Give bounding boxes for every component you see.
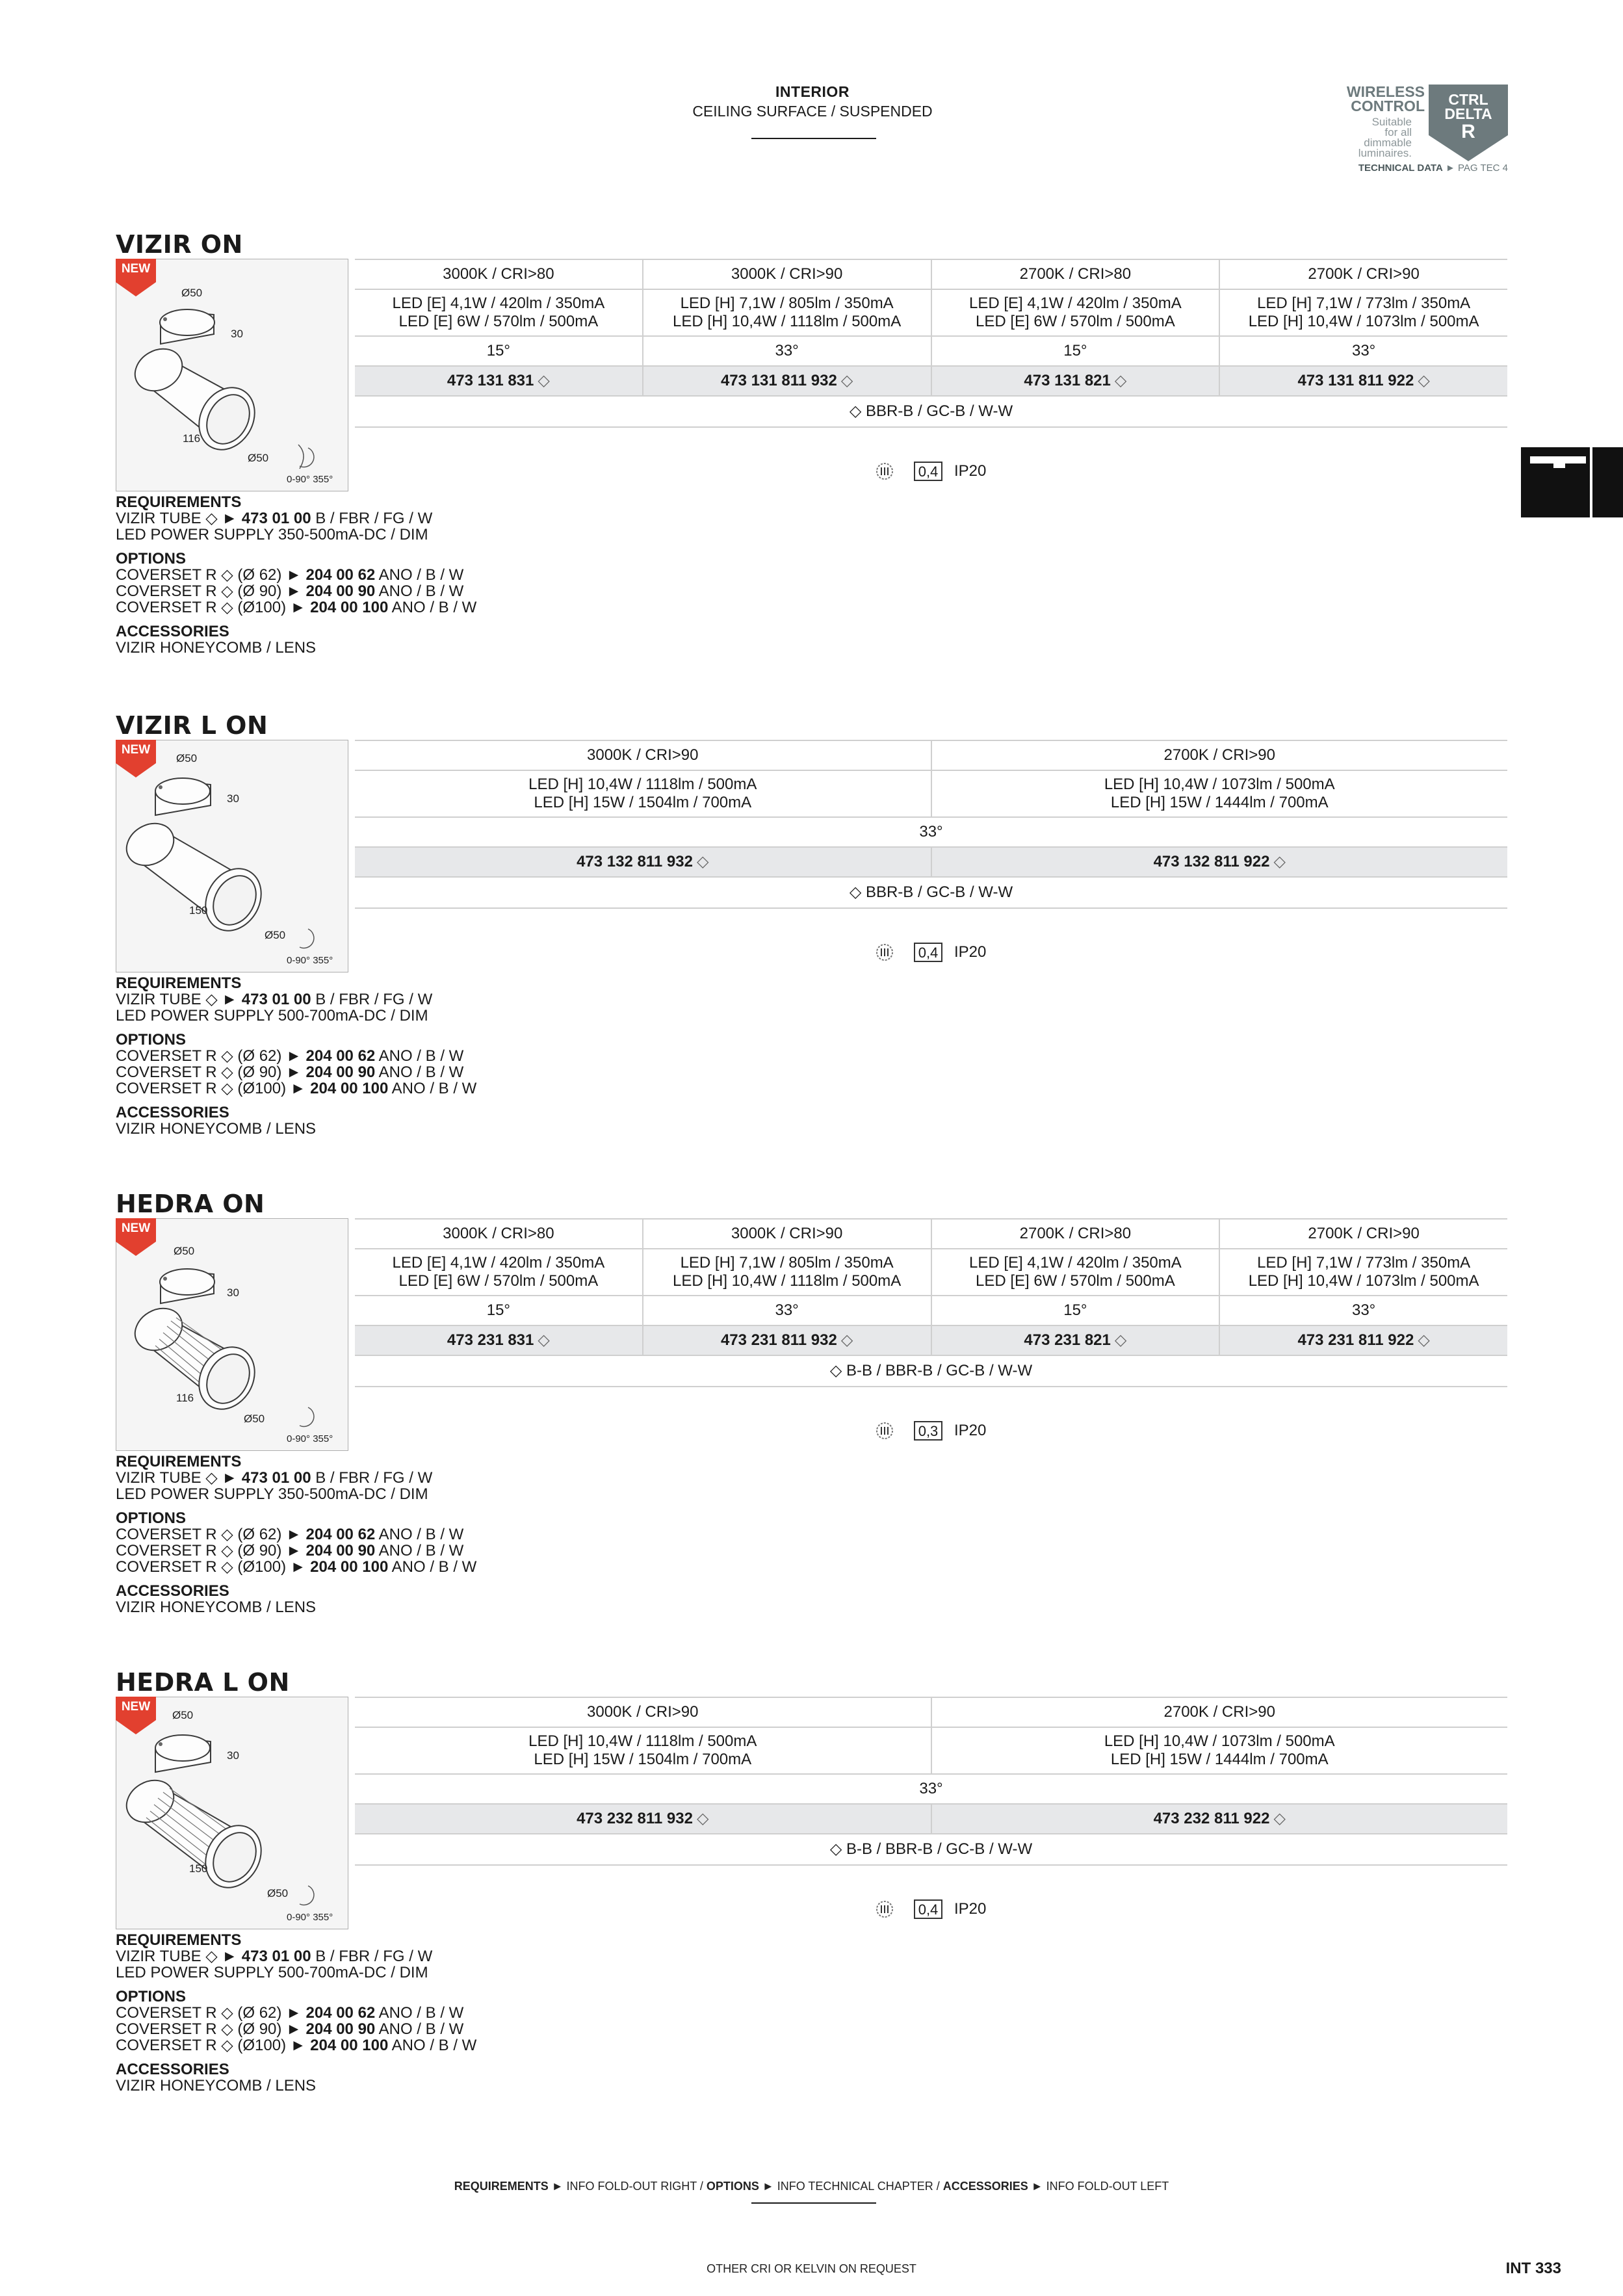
table-row-finishes: [355, 1834, 1507, 1864]
option-line: [116, 1064, 506, 1080]
product-info: [116, 494, 506, 656]
led-cell: [355, 290, 643, 335]
requirement-code[interactable]: 473 01 00: [241, 1948, 311, 1965]
article-code[interactable]: [355, 848, 932, 876]
dim-height: 30: [227, 1749, 239, 1762]
weight-box: 0,4: [914, 462, 942, 481]
led-cell: [643, 290, 932, 335]
led-line-2: LED [H] 10,4W / 1073lm / 500mA: [1248, 313, 1479, 330]
product-vizir-l-on: [0, 711, 1623, 1182]
new-flag: [116, 259, 156, 296]
requirement-text: VIZIR TUBE ◇ ►: [116, 991, 242, 1008]
table-row-led: [355, 1249, 1507, 1295]
code-text: 473 132 811 932: [577, 853, 693, 870]
dim-height: 30: [227, 792, 239, 805]
code-text: 473 231 811 922: [1297, 1331, 1414, 1349]
option-text: COVERSET R ◇ (Ø100) ►: [116, 599, 311, 616]
new-label: NEW: [121, 262, 151, 276]
led-line-1: LED [H] 7,1W / 805lm / 350mA: [680, 294, 894, 312]
led-cell: [355, 1249, 643, 1295]
icons-row: [355, 1420, 1507, 1442]
article-code[interactable]: [643, 1326, 932, 1355]
accessories-title: ACCESSORIES: [116, 1582, 229, 1600]
option-variants: ANO / B / W: [375, 1526, 464, 1543]
code-text: 473 231 831: [447, 1331, 534, 1349]
code-text: 473 131 811 922: [1297, 372, 1414, 389]
led-cell: [932, 1249, 1221, 1295]
led-line-2: LED [E] 6W / 570lm / 500mA: [398, 1272, 599, 1290]
ip-rating: IP20: [954, 943, 987, 961]
options-title: OPTIONS: [116, 550, 187, 567]
led-line-2: LED [E] 6W / 570lm / 500mA: [975, 1272, 1175, 1290]
ip-rating: IP20: [954, 1422, 987, 1439]
option-line: [116, 1559, 506, 1575]
header-cell: 2700K / CRI>80: [932, 1220, 1221, 1248]
led-line-2: LED [H] 15W / 1444lm / 700mA: [1110, 794, 1329, 811]
wireless-note-4: luminaires.: [1358, 147, 1412, 159]
header-cell: 2700K / CRI>90: [1163, 1703, 1275, 1721]
angle-cell: 33°: [919, 1780, 943, 1797]
dim-bottom: Ø50: [265, 929, 286, 941]
table-rule: [355, 1386, 1507, 1387]
led-line-1: LED [E] 4,1W / 420lm / 350mA: [392, 1254, 605, 1272]
dim-top: Ø50: [176, 752, 198, 764]
dim-length: 150: [189, 904, 208, 917]
code-text: 473 131 821: [1024, 372, 1111, 389]
option-text: COVERSET R ◇ (Ø 90) ►: [116, 1542, 306, 1559]
dim-height: 30: [227, 1286, 239, 1299]
requirement-code[interactable]: 473 01 00: [241, 510, 311, 527]
header-cell: 3000K / CRI>90: [643, 260, 932, 289]
dim-top: Ø50: [181, 287, 203, 299]
page-number: INT 333: [1505, 2260, 1561, 2277]
option-code[interactable]: 204 00 100: [310, 1558, 389, 1576]
accessories-title: ACCESSORIES: [116, 2061, 229, 2078]
code-text: 473 132 811 922: [1153, 853, 1270, 870]
option-text: COVERSET R ◇ (Ø100) ►: [116, 1080, 311, 1097]
wireless-control-label: [1326, 85, 1425, 113]
led-cell: [355, 1728, 932, 1773]
table-row-angles: [355, 1296, 1507, 1325]
led-line-2: LED [H] 10,4W / 1118lm / 500mA: [672, 1272, 902, 1290]
code-text: 473 231 811 932: [720, 1331, 837, 1349]
option-code[interactable]: 204 00 62: [305, 1047, 376, 1065]
led-line-2: LED [E] 6W / 570lm / 500mA: [975, 313, 1175, 330]
table-row-angles: [355, 337, 1507, 365]
wireless-note-2: for all: [1384, 126, 1412, 138]
product-vizir-on: [0, 230, 1623, 701]
option-variants: ANO / B / W: [375, 1542, 464, 1559]
dim-rotation: 0-90° 355°: [287, 1433, 333, 1444]
wireless-note-1: Suitable: [1371, 116, 1412, 128]
dim-height: 30: [231, 328, 243, 340]
new-label: NEW: [121, 743, 151, 757]
article-code[interactable]: [932, 1805, 1508, 1833]
angle-cell: 33°: [1351, 342, 1376, 359]
option-code[interactable]: 204 00 90: [305, 1542, 376, 1559]
header-cell: 3000K / CRI>90: [355, 741, 932, 770]
option-variants: ANO / B / W: [375, 2004, 464, 2022]
product-title: HEDRA L ON: [116, 1668, 290, 1697]
led-line-1: LED [E] 4,1W / 420lm / 350mA: [968, 294, 1182, 312]
code-text: 473 232 811 922: [1153, 1810, 1270, 1827]
option-variants: ANO / B / W: [375, 1047, 464, 1065]
requirement-line: [116, 510, 506, 527]
diamond-icon: ◇: [1273, 1810, 1286, 1827]
accessories-title: ACCESSORIES: [116, 623, 229, 640]
dim-bottom: Ø50: [248, 452, 269, 464]
badge-ctrl: CTRL: [1448, 91, 1488, 108]
weight-box: 0,3: [914, 1421, 942, 1441]
options-title: OPTIONS: [116, 1509, 187, 1527]
option-code[interactable]: 204 00 90: [305, 2020, 376, 2038]
article-code[interactable]: [932, 367, 1221, 395]
dim-bottom: Ø50: [244, 1413, 265, 1425]
header-cell: 2700K / CRI>80: [932, 260, 1221, 289]
dim-length: 150: [189, 1862, 208, 1875]
table-row-headers: [355, 741, 1507, 770]
header-cell: 3000K / CRI>90: [643, 1220, 932, 1248]
footer-divider: [751, 2202, 876, 2204]
diamond-icon: ◇: [538, 1331, 550, 1349]
class-iii-icon: [875, 1899, 894, 1919]
table-row-finishes: [355, 1356, 1507, 1386]
diamond-icon: ◇: [1114, 1331, 1127, 1349]
option-line: [116, 583, 506, 599]
dim-rotation: 0-90° 355°: [287, 474, 333, 485]
diamond-icon: ◇: [696, 1810, 709, 1827]
option-line: [116, 567, 506, 583]
led-line-1: LED [H] 10,4W / 1073lm / 500mA: [1104, 1732, 1335, 1750]
dim-top: Ø50: [174, 1245, 195, 1257]
article-code[interactable]: [643, 367, 932, 395]
option-text: COVERSET R ◇ (Ø 62) ►: [116, 2004, 306, 2022]
option-text: COVERSET R ◇ (Ø 90) ►: [116, 2020, 306, 2038]
class-iii-icon: [875, 462, 894, 481]
product-title: VIZIR L ON: [116, 711, 268, 740]
requirement-line: LED POWER SUPPLY 500-700mA-DC / DIM: [116, 1964, 428, 1981]
header-cell: 2700K / CRI>90: [1163, 746, 1275, 764]
option-variants: ANO / B / W: [388, 1080, 477, 1097]
table-row-angles: [355, 818, 1507, 846]
header-divider: [751, 138, 876, 139]
option-line: [116, 2005, 506, 2021]
diamond-icon: ◇: [1114, 372, 1127, 389]
led-line-1: LED [H] 7,1W / 805lm / 350mA: [680, 1254, 894, 1272]
table-row-codes: [355, 1326, 1507, 1355]
wireless-note-3: dimmable: [1364, 137, 1412, 149]
requirement-text: VIZIR TUBE ◇ ►: [116, 1948, 242, 1965]
option-code[interactable]: 204 00 100: [310, 2037, 389, 2054]
option-variants: ANO / B / W: [375, 1063, 464, 1081]
article-code[interactable]: [1220, 1326, 1507, 1355]
requirement-code[interactable]: 473 01 00: [241, 1469, 311, 1487]
section-title: INTERIOR: [775, 83, 850, 100]
requirement-text: VIZIR TUBE ◇ ►: [116, 510, 242, 527]
table-row-finishes: [355, 397, 1507, 426]
table-row-led: [355, 1728, 1507, 1773]
code-text: 473 131 831: [447, 372, 534, 389]
led-cell: [643, 1249, 932, 1295]
dim-length: 116: [183, 432, 201, 445]
product-title: VIZIR ON: [116, 230, 243, 259]
option-code[interactable]: 204 00 100: [310, 599, 389, 616]
footer-note: OTHER CRI OR KELVIN ON REQUEST: [707, 2262, 916, 2275]
option-text: COVERSET R ◇ (Ø 62) ►: [116, 566, 306, 584]
angle-cell: 15°: [355, 337, 643, 365]
footer-accessories-label: ACCESSORIES: [942, 2180, 1028, 2193]
led-line-2: LED [H] 15W / 1504lm / 700mA: [534, 1751, 752, 1768]
led-line-1: LED [H] 7,1W / 773lm / 350mA: [1257, 1254, 1471, 1272]
class-iii-icon: [875, 943, 894, 962]
weight-box: 0,4: [914, 943, 942, 962]
article-code[interactable]: [932, 1326, 1221, 1355]
table-row-angles: [355, 1775, 1507, 1803]
article-code[interactable]: [355, 367, 643, 395]
requirement-variants: B / FBR / FG / W: [311, 1948, 433, 1965]
option-code[interactable]: 204 00 62: [305, 566, 376, 584]
table-row-codes: [355, 1805, 1507, 1833]
ip-rating: IP20: [954, 462, 987, 480]
product-hedra-on: [0, 1192, 1623, 1660]
diamond-icon: ◇: [1418, 372, 1430, 389]
wireless-line-1: WIRELESS: [1346, 83, 1425, 100]
table-row-headers: [355, 1698, 1507, 1727]
icons-row: [355, 460, 1507, 482]
led-cell: [1220, 1249, 1507, 1295]
icons-row: [355, 941, 1507, 963]
header-cell: 2700K / CRI>90: [1308, 265, 1420, 283]
diamond-icon: ◇: [840, 1331, 853, 1349]
ip-rating: IP20: [954, 1900, 987, 1918]
new-flag: [116, 740, 156, 777]
product-info: [116, 1932, 506, 2094]
diamond-icon: ◇: [696, 853, 709, 870]
angle-cell: 15°: [932, 1296, 1221, 1325]
led-line-1: LED [E] 4,1W / 420lm / 350mA: [392, 294, 605, 312]
header-cell: 2700K / CRI>90: [1308, 1225, 1420, 1242]
code-text: 473 232 811 932: [577, 1810, 693, 1827]
icons-row: [355, 1898, 1507, 1920]
option-code[interactable]: 204 00 62: [305, 1526, 376, 1543]
option-text: COVERSET R ◇ (Ø100) ►: [116, 2037, 311, 2054]
table-rule: [355, 1864, 1507, 1866]
led-line-1: LED [H] 7,1W / 773lm / 350mA: [1257, 294, 1471, 312]
technical-data-label: TECHNICAL DATA: [1358, 163, 1443, 174]
led-cell: [355, 771, 932, 816]
table-row-headers: [355, 1220, 1507, 1248]
option-line: [116, 1526, 506, 1543]
options-title: OPTIONS: [116, 1988, 187, 2005]
finishes-cell: ◇ BBR-B / GC-B / W-W: [849, 883, 1013, 901]
table-row-codes: [355, 848, 1507, 876]
angle-cell: 33°: [643, 1296, 932, 1325]
dim-rotation: 0-90° 355°: [287, 1912, 333, 1923]
option-variants: ANO / B / W: [388, 1558, 477, 1576]
requirements-title: REQUIREMENTS: [116, 1931, 242, 1949]
led-line-2: LED [H] 15W / 1444lm / 700mA: [1110, 1751, 1329, 1768]
option-line: [116, 599, 506, 616]
new-flag: [116, 1218, 156, 1256]
table-rule: [355, 426, 1507, 428]
led-line-2: LED [H] 10,4W / 1118lm / 500mA: [672, 313, 902, 330]
footer-options-label: OPTIONS: [706, 2180, 759, 2193]
led-line-2: LED [H] 15W / 1504lm / 700mA: [534, 794, 752, 811]
option-code[interactable]: 204 00 90: [305, 582, 376, 600]
arrow-icon: ►: [1445, 163, 1455, 174]
option-line: [116, 1543, 506, 1559]
angle-cell: 15°: [355, 1296, 643, 1325]
requirement-line: LED POWER SUPPLY 350-500mA-DC / DIM: [116, 526, 428, 543]
header-cell: 3000K / CRI>80: [355, 260, 643, 289]
header-cell: 3000K / CRI>90: [355, 1698, 932, 1727]
table-rule: [355, 907, 1507, 909]
code-text: 473 131 811 932: [720, 372, 837, 389]
badge-delta: DELTA: [1444, 105, 1492, 122]
requirement-variants: B / FBR / FG / W: [311, 510, 433, 527]
new-label: NEW: [121, 1700, 151, 1714]
requirements-title: REQUIREMENTS: [116, 493, 242, 511]
accessory-line: VIZIR HONEYCOMB / LENS: [116, 2077, 317, 2094]
led-line-1: LED [H] 10,4W / 1118lm / 500mA: [528, 1732, 757, 1750]
wireless-note: [1339, 117, 1412, 159]
option-line: [116, 1048, 506, 1064]
badge-r: R: [1461, 121, 1475, 142]
table-row-led: [355, 290, 1507, 335]
dim-rotation: 0-90° 355°: [287, 955, 333, 966]
wireless-line-2: CONTROL: [1351, 98, 1425, 114]
class-iii-icon: [875, 1421, 894, 1441]
finishes-cell: ◇ BBR-B / GC-B / W-W: [849, 402, 1013, 420]
led-cell: [932, 290, 1221, 335]
table-row-codes: [355, 367, 1507, 395]
led-line-1: LED [H] 10,4W / 1118lm / 500mA: [528, 776, 757, 793]
led-line-1: LED [E] 4,1W / 420lm / 350mA: [968, 1254, 1182, 1272]
accessory-line: VIZIR HONEYCOMB / LENS: [116, 1598, 317, 1616]
technical-data-page: PAG TEC 4: [1458, 163, 1508, 174]
requirement-line: LED POWER SUPPLY 350-500mA-DC / DIM: [116, 1485, 428, 1503]
option-line: [116, 2037, 506, 2054]
option-variants: ANO / B / W: [375, 2020, 464, 2038]
requirement-code[interactable]: 473 01 00: [241, 991, 311, 1008]
option-variants: ANO / B / W: [388, 2037, 477, 2054]
requirements-title: REQUIREMENTS: [116, 974, 242, 992]
product-hedra-l-on: [0, 1668, 1623, 2139]
angle-cell: 33°: [919, 823, 943, 841]
requirement-line: [116, 1948, 506, 1964]
requirement-text: VIZIR TUBE ◇ ►: [116, 1469, 242, 1487]
footer-options-text: ► INFO TECHNICAL CHAPTER /: [759, 2180, 943, 2193]
options-title: OPTIONS: [116, 1031, 187, 1049]
footer-requirements-label: REQUIREMENTS: [454, 2180, 549, 2193]
article-code[interactable]: [355, 1326, 643, 1355]
technical-data-ref: [1235, 163, 1508, 174]
option-text: COVERSET R ◇ (Ø100) ►: [116, 1558, 311, 1576]
weight-box: 0,4: [914, 1899, 942, 1919]
option-code[interactable]: 204 00 62: [305, 2004, 376, 2022]
option-text: COVERSET R ◇ (Ø 90) ►: [116, 1063, 306, 1081]
accessory-line: VIZIR HONEYCOMB / LENS: [116, 639, 317, 657]
article-code[interactable]: [1220, 367, 1507, 395]
diamond-icon: ◇: [840, 372, 853, 389]
diamond-icon: ◇: [1418, 1331, 1430, 1349]
diamond-icon: ◇: [538, 372, 550, 389]
new-flag: [116, 1697, 156, 1734]
requirement-line: LED POWER SUPPLY 500-700mA-DC / DIM: [116, 1007, 428, 1024]
option-line: [116, 2021, 506, 2037]
led-line-1: LED [H] 10,4W / 1073lm / 500mA: [1104, 776, 1335, 793]
dim-bottom: Ø50: [267, 1887, 289, 1899]
led-cell: [1220, 290, 1507, 335]
requirements-title: REQUIREMENTS: [116, 1453, 242, 1470]
article-code[interactable]: [932, 848, 1508, 876]
code-text: 473 231 821: [1024, 1331, 1111, 1349]
section-subtitle: CEILING SURFACE / SUSPENDED: [692, 103, 933, 120]
option-line: [116, 1080, 506, 1097]
table-row-headers: [355, 260, 1507, 289]
angle-cell: 33°: [643, 337, 932, 365]
product-info: [116, 975, 506, 1137]
article-code[interactable]: [355, 1805, 932, 1833]
option-variants: ANO / B / W: [388, 599, 477, 616]
dim-top: Ø50: [172, 1709, 194, 1721]
angle-cell: 15°: [932, 337, 1221, 365]
accessories-title: ACCESSORIES: [116, 1104, 229, 1121]
new-label: NEW: [121, 1221, 151, 1235]
ctrl-delta-badge: [1429, 85, 1508, 163]
option-text: COVERSET R ◇ (Ø 62) ►: [116, 1047, 306, 1065]
header-cell: 3000K / CRI>80: [355, 1220, 643, 1248]
table-row-finishes: [355, 878, 1507, 907]
requirement-line: [116, 991, 506, 1008]
option-text: COVERSET R ◇ (Ø 90) ►: [116, 582, 306, 600]
led-line-2: LED [E] 6W / 570lm / 500mA: [398, 313, 599, 330]
accessory-line: VIZIR HONEYCOMB / LENS: [116, 1120, 317, 1138]
led-line-2: LED [H] 10,4W / 1073lm / 500mA: [1248, 1272, 1479, 1290]
finishes-cell: ◇ B-B / BBR-B / GC-B / W-W: [829, 1840, 1033, 1858]
product-info: [116, 1454, 506, 1615]
requirement-line: [116, 1470, 506, 1486]
footer-accessories-text: ► INFO FOLD-OUT LEFT: [1028, 2180, 1169, 2193]
option-variants: ANO / B / W: [375, 582, 464, 600]
table-row-led: [355, 771, 1507, 816]
led-cell: [932, 771, 1508, 816]
angle-cell: 33°: [1351, 1301, 1376, 1319]
requirement-variants: B / FBR / FG / W: [311, 1469, 433, 1487]
footer-requirements-text: ► INFO FOLD-OUT RIGHT /: [548, 2180, 707, 2193]
diamond-icon: ◇: [1273, 853, 1286, 870]
option-code[interactable]: 204 00 90: [305, 1063, 376, 1081]
footer-legend: [0, 2180, 1623, 2193]
requirement-variants: B / FBR / FG / W: [311, 991, 433, 1008]
led-cell: [932, 1728, 1508, 1773]
product-title: HEDRA ON: [116, 1190, 265, 1218]
finishes-cell: ◇ B-B / BBR-B / GC-B / W-W: [829, 1362, 1033, 1379]
option-variants: ANO / B / W: [375, 566, 464, 584]
option-code[interactable]: 204 00 100: [310, 1080, 389, 1097]
dim-length: 116: [176, 1392, 194, 1404]
option-text: COVERSET R ◇ (Ø 62) ►: [116, 1526, 306, 1543]
